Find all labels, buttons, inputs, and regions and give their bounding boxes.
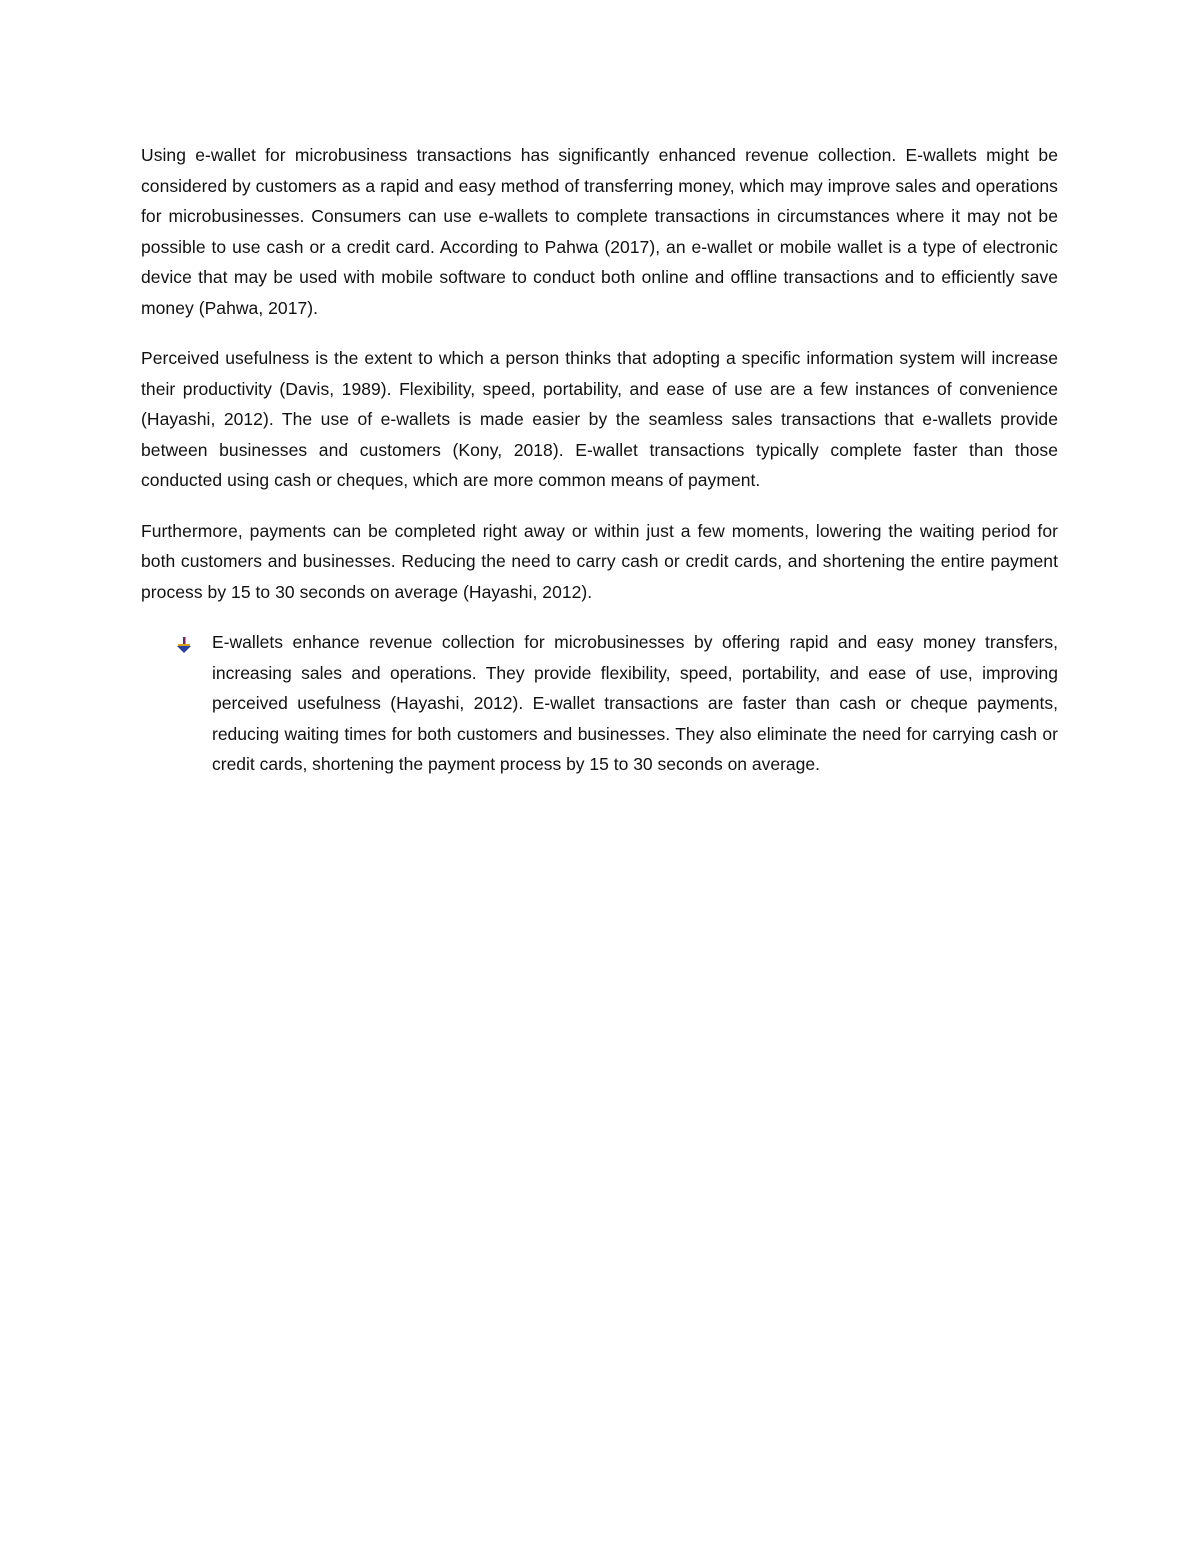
summary-bullet-item bbox=[141, 627, 1058, 780]
arrow-bullet-icon bbox=[175, 633, 193, 651]
paragraph-ewallet-revenue: Using e-wallet for microbusiness transactions has significantly enhanced revenue collection. E-wallets might be considered by customers as a rapid and easy method of transferring money, which may improve sales and operations for microbusinesses. Consumers can use e-wallets to complete transactions in circumstances where it may not be possible to use cash or a credit card. According to Pahwa (2017), an e-wallet or mobile wallet is a type of electronic device that may be used with mobile software to conduct both online and offline transactions and to efficiently save money (Pahwa, 2017). bbox=[141, 145, 1058, 318]
paragraph-payment-speed: Furthermore, payments can be completed right away or within just a few moments, lowering the waiting period for both customers and businesses. Reducing the need to carry cash or credit cards, and shortening the entire payment process by 15 to 30 seconds on average (Hayashi, 2012). bbox=[141, 520, 1058, 602]
summary-bullet-text: E-wallets enhance revenue collection for microbusinesses by offering rapid and easy money transfers, increasing sales and operations. They provide flexibility, speed, portability, and ease of use, improving perceived usefulness (Hayashi, 2012). E-wallet transactions are faster than cash or cheque payments, reducing waiting times for both customers and businesses. They also eliminate the need for carrying cash or credit cards, shortening the payment process by 15 to 30 seconds on average. bbox=[212, 632, 1058, 774]
paragraph-perceived-usefulness: Perceived usefulness is the extent to which a person thinks that adopting a specific information system will increase their productivity (Davis, 1989). Flexibility, speed, portability, and ease of use are a few instances of convenience (Hayashi, 2012). The use of e-wallets is made easier by the seamless sales transactions that e-wallets provide between businesses and customers (Kony, 2018). E-wallet transactions typically complete faster than those conducted using cash or cheques, which are more common means of payment. bbox=[141, 348, 1058, 490]
summary-bullet-list bbox=[141, 627, 1058, 780]
document-body bbox=[141, 140, 1058, 780]
